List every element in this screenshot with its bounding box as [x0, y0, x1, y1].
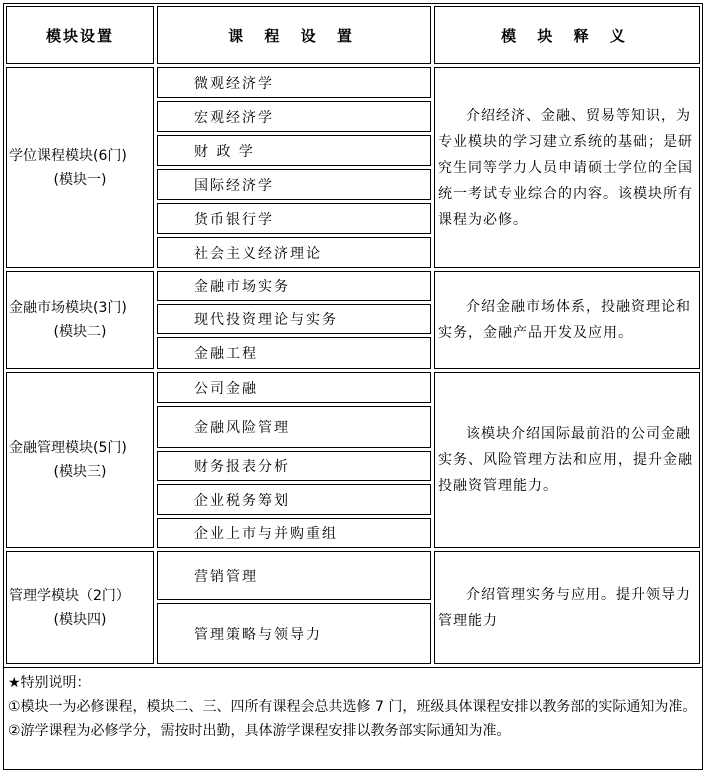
header-course: 课 程 设 置	[157, 6, 431, 64]
course-item: 金融市场实务	[157, 271, 431, 301]
module-name: 金融管理模块(5门)	[9, 440, 127, 456]
course-item: 金融工程	[157, 337, 431, 369]
module-number: (模块二)	[53, 324, 107, 340]
description-text: 介绍金融市场体系，投融资理论和实务，金融产品开发及应用。	[438, 299, 691, 341]
course-item: 财务报表分析	[157, 451, 431, 481]
course-item: 财 政 学	[157, 135, 431, 166]
module-3-description	[434, 372, 700, 548]
module-2-description	[434, 271, 700, 369]
course-item: 货币银行学	[157, 203, 431, 234]
module-1-cell	[6, 67, 154, 268]
module-name: 学位课程模块(6门)	[9, 147, 127, 164]
course-item: 公司金融	[157, 372, 431, 403]
module-name: 金融市场模块(3门)	[9, 300, 127, 316]
header-description: 模 块 释 义	[434, 6, 700, 64]
description-text: 该模块介绍国际最前沿的公司金融实务、风险管理方法和应用，提升金融投融资管理能力。	[438, 426, 693, 494]
course-item: 现代投资理论与实务	[157, 304, 431, 334]
note-item: ②游学课程为必修学分，需按时出勤，具体游学课程安排以教务部实际通知为准。	[8, 723, 511, 739]
module-4-cell	[6, 551, 154, 664]
course-item: 国际经济学	[157, 169, 431, 200]
course-item: 宏观经济学	[157, 101, 431, 132]
course-item: 社会主义经济理论	[157, 237, 431, 268]
special-notes	[3, 667, 703, 770]
module-number: (模块四)	[53, 611, 107, 628]
course-item: 营销管理	[157, 551, 431, 600]
header-module: 模块设置	[6, 6, 154, 64]
notes-title: ★特别说明：	[8, 675, 91, 691]
course-item: 金融风险管理	[157, 406, 431, 448]
note-item: ①模块一为必修课程，模块二、三、四所有课程会总共选修 7 门，班级具体课程安排以教务部的实际通知为准。	[8, 699, 697, 715]
description-text: 介绍管理实务与应用。提升领导力管理能力	[438, 586, 691, 629]
module-3-cell	[6, 372, 154, 548]
module-number: (模块三)	[53, 464, 107, 480]
description-text: 介绍经济、金融、贸易等知识，为专业模块的学习建立系统的基础；是研究生同等学力人员申请硕士学位的全国统一考试专业综合的内容。该模块所有课程为必修。	[438, 107, 693, 228]
module-1-description	[434, 67, 700, 268]
module-4-description	[434, 551, 700, 664]
course-item: 管理策略与领导力	[157, 603, 431, 664]
module-2-cell	[6, 271, 154, 369]
course-item: 微观经济学	[157, 67, 431, 98]
course-item: 企业税务筹划	[157, 484, 431, 515]
module-name: 管理学模块（2门）	[9, 587, 130, 604]
module-number: (模块一)	[53, 171, 107, 188]
course-item: 企业上市与并购重组	[157, 518, 431, 548]
